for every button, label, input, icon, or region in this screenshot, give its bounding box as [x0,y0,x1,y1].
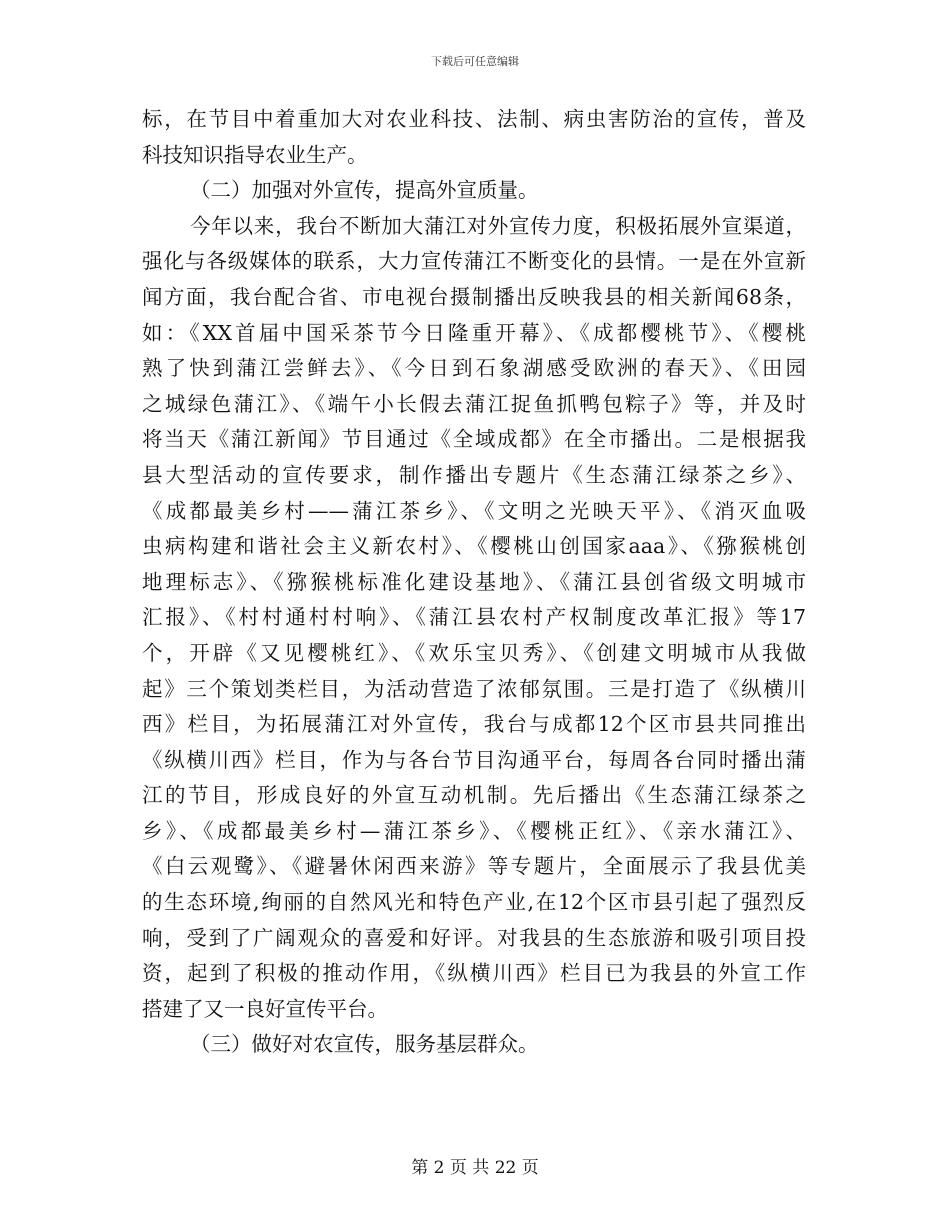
text-line: 汇报》、《村村通村村响》、《蒲江县农村产权制度改革汇报》等17 [142,605,806,630]
text-line: 响，受到了广阔观众的喜爱和好评。对我县的生态旅游和吸引项目投 [142,925,806,950]
page-footer: 第 2 页 共 22 页 [411,1158,539,1178]
text-line: 个，开辟《又见樱桃红》、《欢乐宝贝秀》、《创建文明城市从我做 [142,640,806,665]
text-line: 江的节目，形成良好的外宣互动机制。先后播出《生态蒲江绿茶之 [142,783,806,808]
document-body [142,102,806,1063]
text-line: 如：《XX首届中国采茶节今日隆重开幕》、《成都樱桃节》、《樱桃 [142,320,806,345]
text-line: 之城绿色蒲江》、《端午小长假去蒲江捉鱼抓鸭包粽子》等，并及时 [142,391,806,416]
text-line: 县大型活动的宣传要求，制作播出专题片《生态蒲江绿茶之乡》、 [142,462,806,487]
text-line: 搭建了又一良好宣传平台。 [142,996,388,1021]
text-line: 《成都最美乡村——蒲江茶乡》、《文明之光映天平》、《消灭血吸 [142,498,806,523]
text-line: 资，起到了积极的推动作用，《纵横川西》栏目已为我县的外宣工作 [142,961,806,986]
section-heading: （三）做好对农宣传，服务基层群众。 [190,1032,539,1057]
text-line: 《纵横川西》栏目，作为与各台节目沟通平台，每周各台同时播出蒲 [142,747,806,772]
text-line: 的生态环境,绚丽的自然风光和特色产业,在12个区市县引起了强烈反 [142,890,806,915]
text-line: 强化与各级媒体的联系，大力宣传蒲江不断变化的县情。一是在外宣新 [142,249,806,274]
text-line: 科技知识指导农业生产。 [142,142,368,167]
text-line: 地理标志》、《猕猴桃标准化建设基地》、《蒲江县创省级文明城市 [142,569,806,594]
text-line: 《白云观鹭》、《避暑休闲西来游》等专题片，全面展示了我县优美 [142,854,806,879]
text-line: 西》栏目，为拓展蒲江对外宣传，我台与成都12个区市县共同推出 [142,712,806,737]
text-line: 标，在节目中着重加大对农业科技、法制、病虫害防治的宣传，普及 [142,107,806,131]
text-line: 熟了快到蒲江尝鲜去》、《今日到石象湖感受欧洲的春天》、《田园 [142,356,806,381]
text-line: 起》三个策划类栏目，为活动营造了浓郁氛围。三是打造了《纵横川 [142,676,806,701]
text-line: 乡》、《成都最美乡村—蒲江茶乡》、《樱桃正红》、《亲水蒲江》、 [142,818,806,843]
section-heading: （二）加强对外宣传，提高外宣质量。 [190,178,539,203]
text-line: 将当天《蒲江新闻》节目通过《全域成都》在全市播出。二是根据我 [142,427,806,452]
text-line: 闻方面，我台配合省、市电视台摄制播出反映我县的相关新闻68条， [142,284,806,309]
text-line: 虫病构建和谐社会主义新农村》、《樱桃山创国家aaa》、《猕猴桃创 [142,534,806,559]
page-header: 下载后可任意编辑 [431,55,519,68]
text-line: 今年以来，我台不断加大蒲江对外宣传力度，积极拓展外宣渠道， [190,213,806,238]
